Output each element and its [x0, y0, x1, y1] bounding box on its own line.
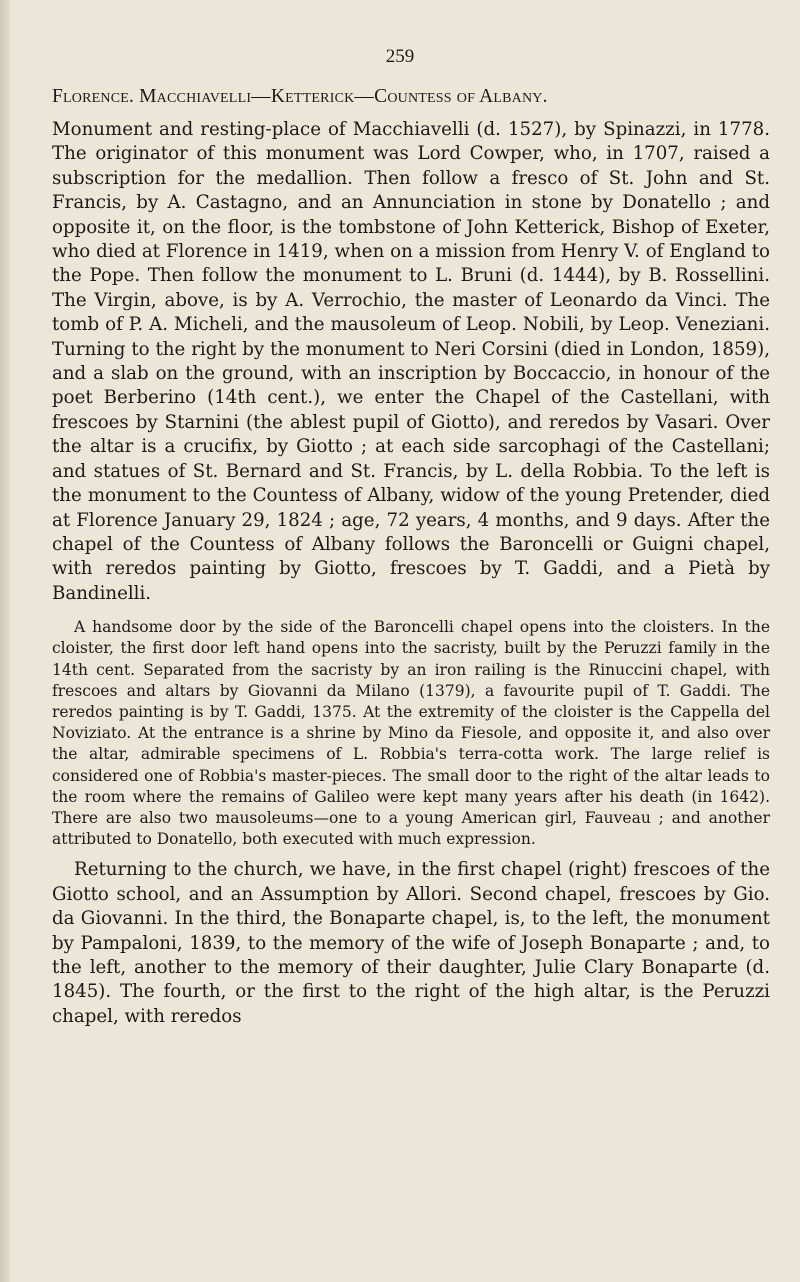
- page-number: 259: [385, 46, 415, 67]
- paragraph-cloisters: A handsome door by the side of the Baroncelli chapel opens into the cloisters. In the cloister, the first door left hand opens into the sacristy, built by the Peruzzi family in the 14th cent. Separated from the sacristy by an iron railing is the Rinuccini chapel, with frescoes and altars by Giovanni da Milano (1379), a favourite pupil of T. Gaddi. The reredos painting is by T. Gaddi, 1375. At the extremity of the cloister is the Cappella del Noviziato. At the entrance is a shrine by Mino da Fiesole, and opposite it, and also over the altar, admirable specimens of L. Robbia's terra-cotta work. The large relief is considered one of Robbia's master-pieces. The small door to the right of the altar leads to the room where the remains of Galileo were kept many years after his death (in 1642). There are also two mausoleums—one to a young American girl, Fauveau ; and another attributed to Donatello, both executed with much expression.: [52, 618, 770, 849]
- running-head: Florence. Macchiavelli—Ketterick—Countess of Albany.: [52, 86, 548, 107]
- page-gutter-shadow: [0, 0, 10, 1282]
- paragraph-returning-to-church: Returning to the church, we have, in the first chapel (right) frescoes of the Giotto school, and an Assumption by Allori. Second chapel, frescoes by Gio. da Giovanni. In the third, the Bonaparte chapel, is, to the left, the monument by Pampaloni, 1839, to the memory of the wife of Joseph Bonaparte ; and, to the left, another to the memory of their daughter, Julie Clary Bonaparte (d. 1845). The fourth, or the first to the right of the high altar, is the Peruzzi chapel, with reredos: [52, 859, 770, 1027]
- paragraph-macchiavelli-monument: Monument and resting-place of Macchiavelli (d. 1527), by Spinazzi, in 1778. The originator of this monument was Lord Cowper, who, in 1707, raised a subscription for the medallion. Then follow a fresco of St. John and St. Francis, by A. Castagno, and an Annunciation in stone by Donatello ; and opposite it, on the floor, is the tombstone of John Ketterick, Bishop of Exeter, who died at Florence in 1419, when on a mission from Henry V. of England to the Pope. Then follow the monument to L. Bruni (d. 1444), by B. Rossellini. The Virgin, above, is by A. Verrochio, the master of Leonardo da Vinci. The tomb of P. A. Micheli, and the mausoleum of Leop. Nobili, by Leop. Veneziani. Turning to the right by the monument to Neri Corsini (died in London, 1859), and a slab on the ground, with an inscription by Boccaccio, in honour of the poet Berberino (14th cent.), we enter the Chapel of the Castellani, with frescoes by Starnini (the ablest pupil of Giotto), and reredos by Vasari. Over the altar is a crucifix, by Giotto ; at each side sarcophagi of the Castellani; and statues of St. Bernard and St. Francis, by L. della Robbia. To the left is the monument to the Countess of Albany, widow of the young Pretender, died at Florence January 29, 1824 ; age, 72 years, 4 months, and 9 days. After the chapel of the Countess of Albany follows the Baroncelli or Guigni chapel, with reredos painting by Giotto, frescoes by T. Gaddi, and a Pietà by Bandinelli.: [52, 119, 770, 604]
- page-body: [52, 118, 770, 1029]
